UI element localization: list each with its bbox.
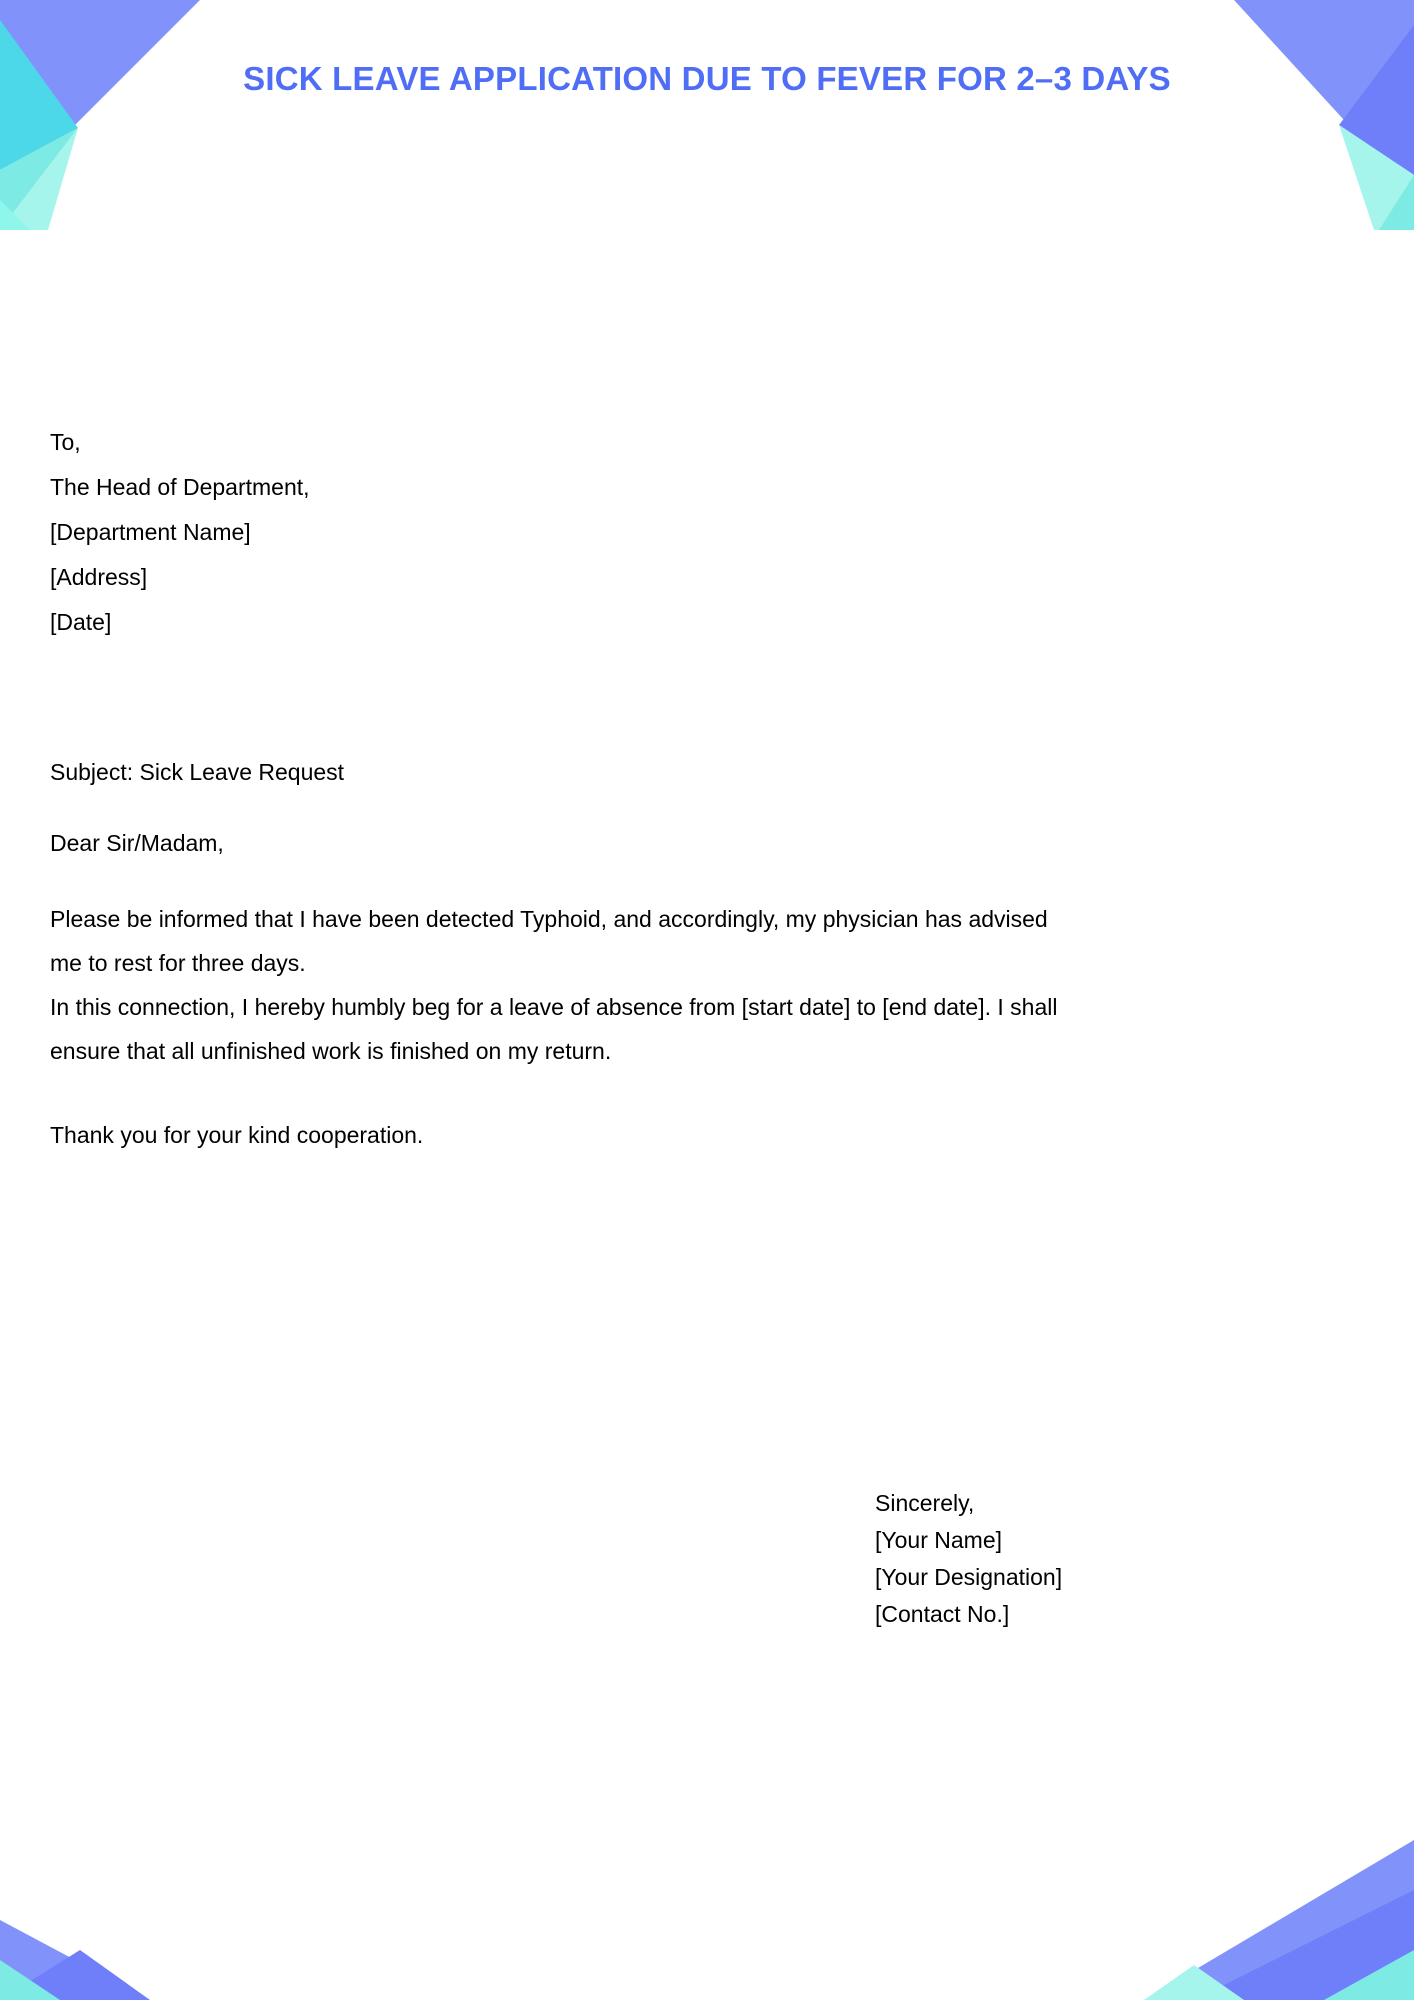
top-left-corner-decoration [0, 0, 230, 230]
mint-triangle-icon [0, 128, 78, 230]
top-right-corner-decoration [1174, 0, 1414, 230]
signature-line-designation: [Your Designation] [875, 1564, 1063, 1590]
recipient-line-to: To, [50, 429, 81, 455]
page-title: SICK LEAVE APPLICATION DUE TO FEVER FOR 2–3 DAYS [243, 60, 1171, 97]
aqua-triangle-icon [0, 1960, 60, 2000]
periwinkle-triangle-icon [0, 1920, 150, 2000]
recipient-line-department: [Department Name] [50, 519, 251, 545]
light-mint-triangle-icon [0, 200, 30, 230]
indigo-triangle-icon [1194, 1890, 1414, 2000]
mint-triangle-icon [1339, 125, 1414, 230]
signature-line-sincerely: Sincerely, [875, 1490, 975, 1516]
recipient-line-date: [Date] [50, 609, 112, 635]
bottom-right-corner-decoration [994, 1780, 1414, 2000]
indigo-triangle-icon [0, 1950, 150, 2000]
closing-thanks-line: Thank you for your kind cooperation. [50, 1122, 424, 1148]
mint-triangle-icon [1144, 1965, 1244, 2000]
letter-body [50, 420, 1360, 1152]
recipient-block [50, 420, 1360, 645]
aqua-triangle-icon [0, 128, 78, 230]
recipient-line-address: [Address] [50, 564, 148, 590]
body-paragraph-2: In this connection, I hereby humbly beg for a leave of absence from [start date] to [end date]. I shall ensure that all unfinished work is finished on my return. [50, 994, 1058, 1064]
salutation-line: Dear Sir/Madam, [50, 830, 224, 856]
recipient-line-head: The Head of Department, [50, 474, 310, 500]
periwinkle-triangle-icon [1144, 1840, 1414, 2000]
signature-line-contact: [Contact No.] [875, 1601, 1010, 1627]
subject-line: Subject: Sick Leave Request [50, 759, 345, 785]
aqua-triangle-icon [1324, 1950, 1414, 2000]
signature-line-name: [Your Name] [875, 1527, 1002, 1553]
aqua-triangle-icon [1379, 175, 1414, 230]
signature-block [875, 1485, 1295, 1633]
bottom-left-corner-decoration [0, 1800, 260, 2000]
body-paragraph-1: Please be informed that I have been detected Typhoid, and accordingly, my physician has advised me to rest for three days. [50, 906, 1048, 976]
